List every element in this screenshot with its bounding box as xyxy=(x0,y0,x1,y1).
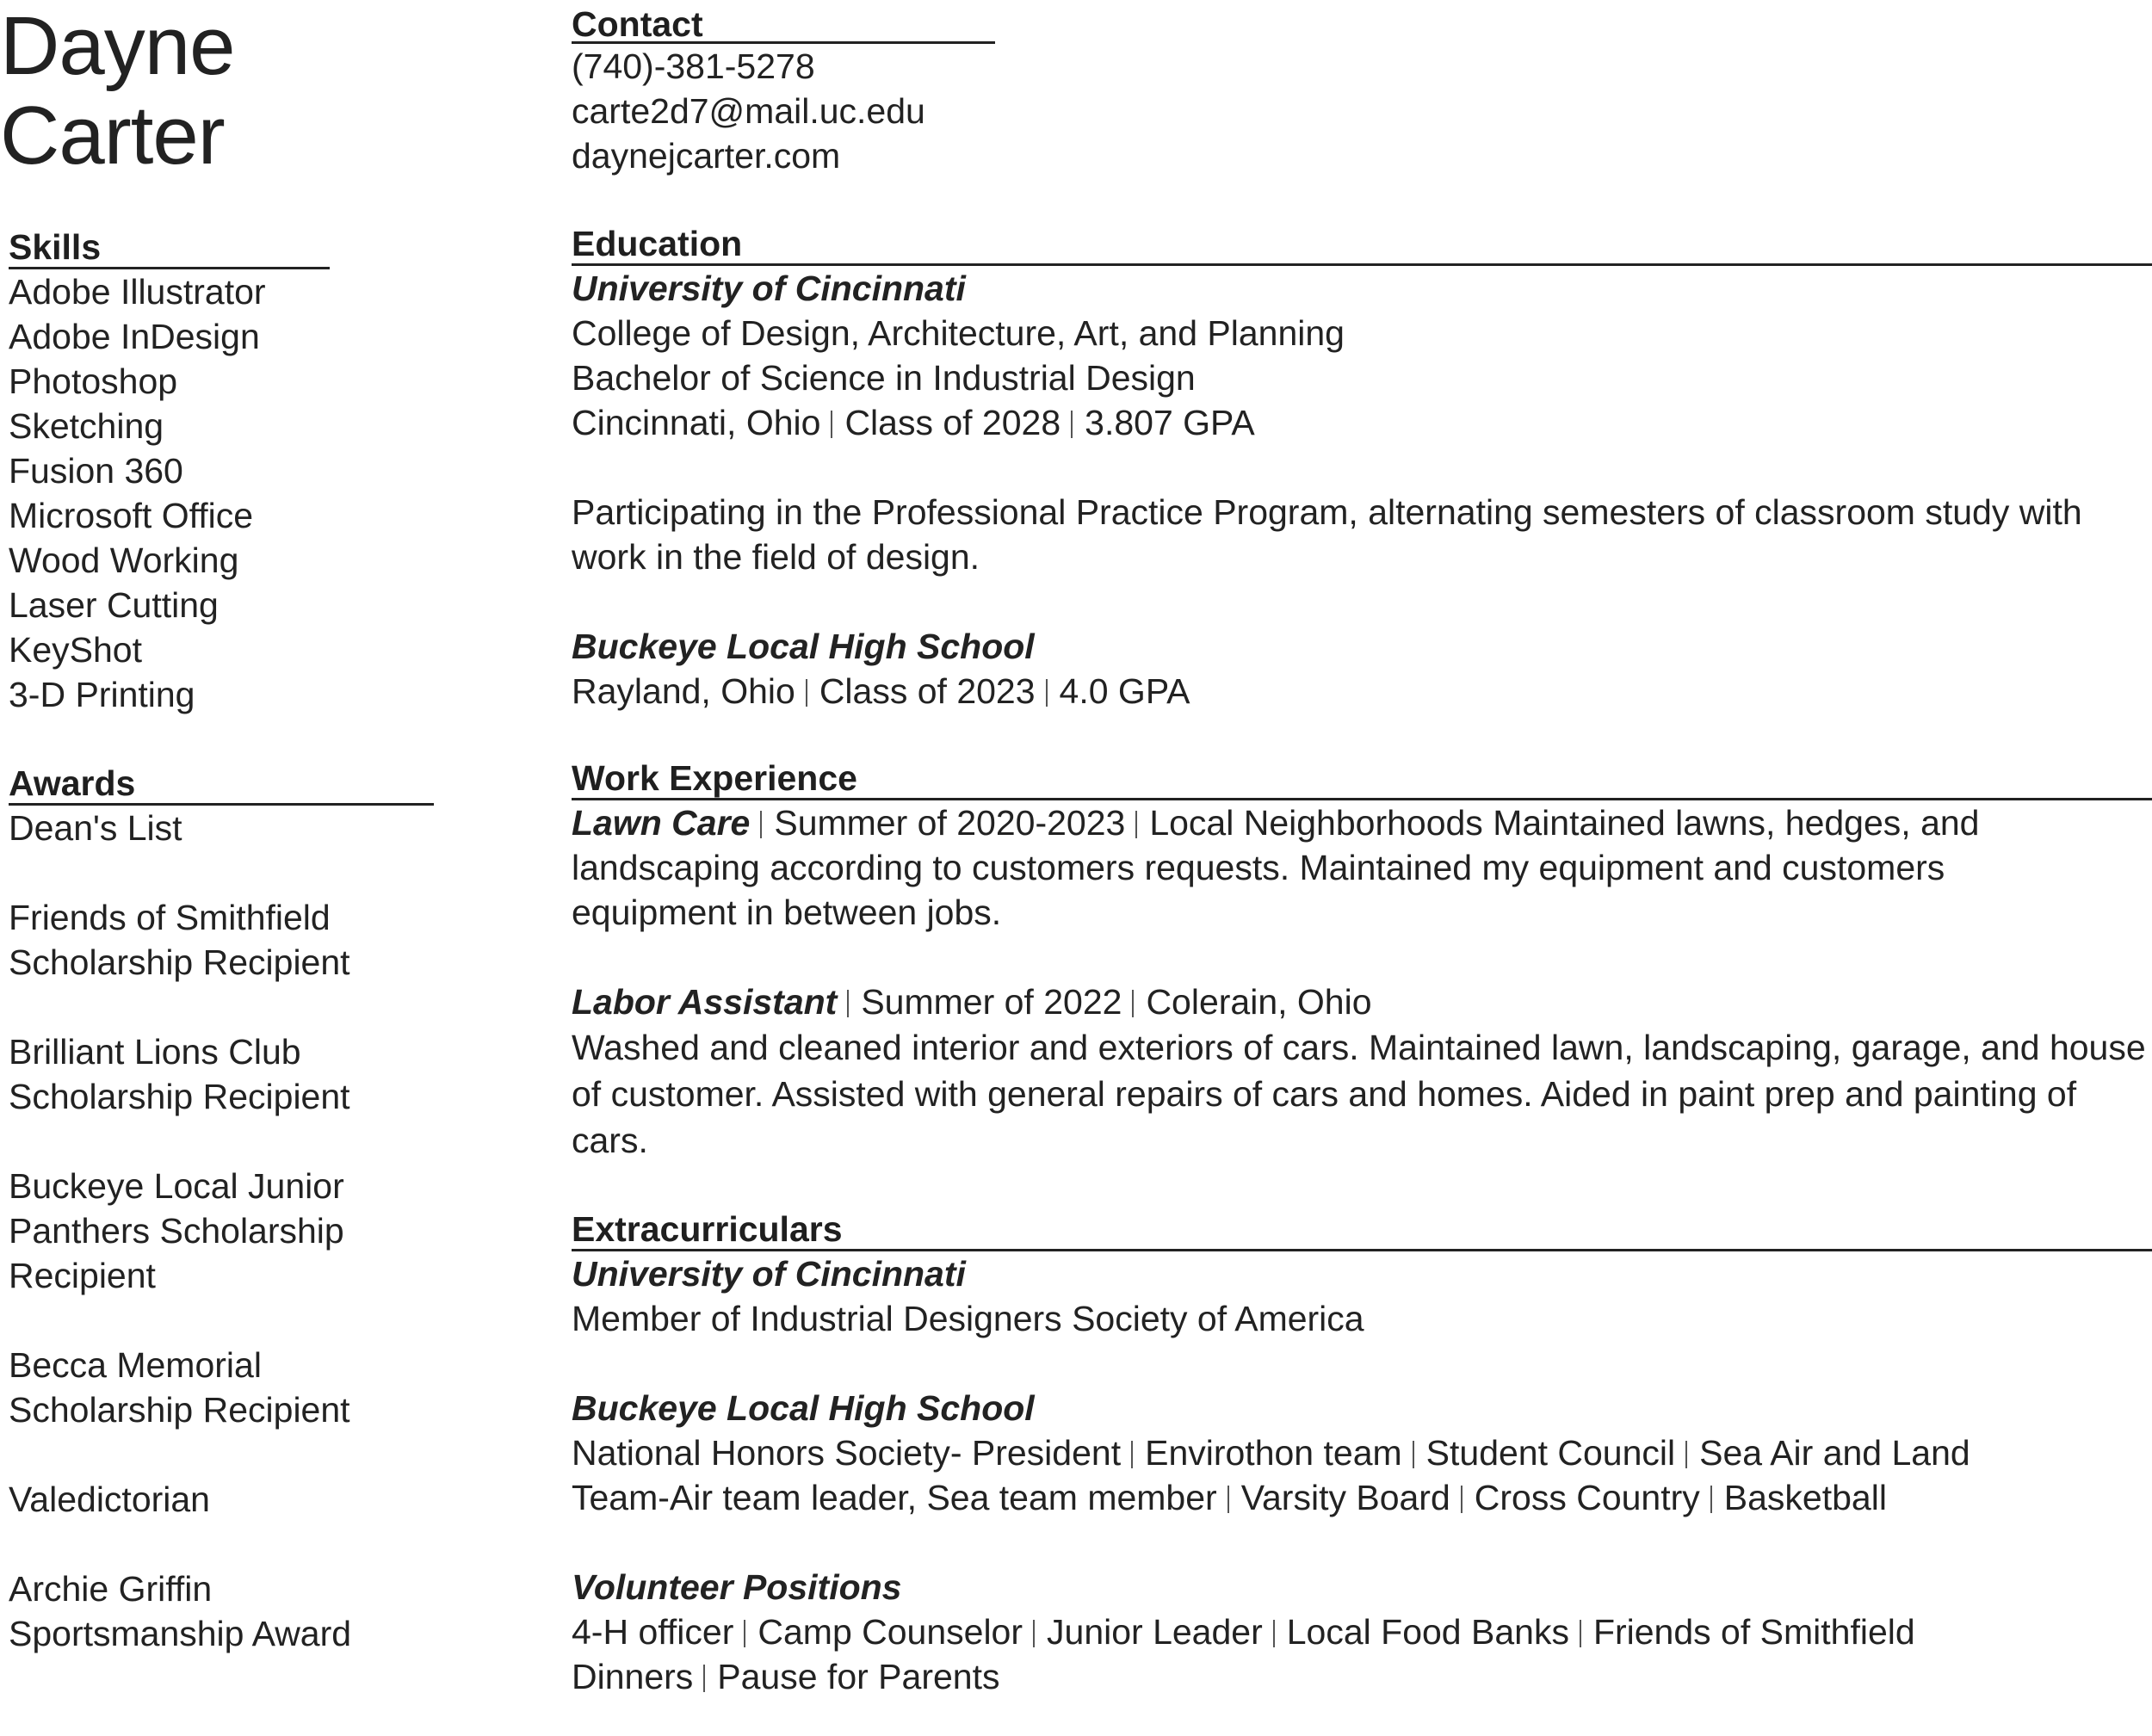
education-heading: Education xyxy=(572,222,2152,266)
extra-hs-school: Buckeye Local High School xyxy=(572,1388,1035,1428)
award-line: Dean's List xyxy=(9,808,182,848)
extra-hs-line2 xyxy=(572,1475,2152,1520)
left-column xyxy=(9,225,439,1656)
work-lawn-desc2: landscaping according to customers requests. Maintained my equipment and customers xyxy=(572,848,1945,887)
volunteer-item: Local Food Banks xyxy=(1286,1612,1569,1652)
contact-heading: Contact xyxy=(572,0,995,44)
education-uc-degree: Bachelor of Science in Industrial Design xyxy=(572,358,1196,398)
extra-hs-line1 xyxy=(572,1430,2152,1475)
skill-item: Microsoft Office xyxy=(9,496,254,535)
separator xyxy=(1461,1486,1462,1513)
skill-item: Adobe InDesign xyxy=(9,317,260,356)
volunteer-item: Pause for Parents xyxy=(717,1657,1000,1696)
contact-section xyxy=(572,0,2152,178)
education-uc-location: Cincinnati, Ohio xyxy=(572,403,821,442)
volunteer-item: Camp Counselor xyxy=(758,1612,1023,1652)
work-lawn-desc3: equipment in between jobs. xyxy=(572,893,1002,932)
skill-item: Photoshop xyxy=(9,361,178,401)
award-line: Valedictorian xyxy=(9,1480,210,1519)
separator xyxy=(806,679,807,707)
separator xyxy=(1131,1441,1133,1468)
work-lawn-desc1: Local Neighborhoods Maintained lawns, hedges, and xyxy=(1149,803,1980,843)
separator xyxy=(1071,411,1073,438)
extra-uc-item: Member of Industrial Designers Society of America xyxy=(572,1299,1364,1338)
award-line: Panthers Scholarship xyxy=(9,1211,344,1251)
education-hs-gpa: 4.0 GPA xyxy=(1059,671,1190,711)
separator xyxy=(1046,679,1048,707)
award-item xyxy=(9,895,439,985)
separator xyxy=(831,411,832,438)
award-item xyxy=(9,1343,439,1432)
separator xyxy=(1132,990,1134,1017)
extra-hs-item: Envirothon team xyxy=(1145,1433,1402,1473)
separator xyxy=(1273,1620,1275,1647)
skill-item: Sketching xyxy=(9,406,164,446)
education-uc-college: College of Design, Architecture, Art, and Planning xyxy=(572,313,1345,353)
award-item xyxy=(9,1164,439,1298)
education-uc-details xyxy=(572,400,2152,445)
volunteer-item-fos-part1: Friends of Smithfield xyxy=(1592,1612,1915,1652)
education-uc-school: University of Cincinnati xyxy=(572,269,966,308)
extracurriculars-section xyxy=(572,1208,2152,1699)
contact-phone: (740)-381-5278 xyxy=(572,46,815,86)
education-hs-school: Buckeye Local High School xyxy=(572,627,1035,666)
work-section xyxy=(572,757,2152,1164)
skills-heading: Skills xyxy=(9,225,330,269)
separator xyxy=(1413,1441,1414,1468)
volunteer-item: 4-H officer xyxy=(572,1612,734,1652)
extra-hs-item: Cross Country xyxy=(1474,1478,1700,1517)
award-item xyxy=(9,1029,439,1119)
education-uc-class: Class of 2028 xyxy=(844,403,1061,442)
skill-item: 3-D Printing xyxy=(9,675,195,714)
separator xyxy=(847,990,849,1017)
award-line: Archie Griffin xyxy=(9,1569,213,1609)
separator xyxy=(1135,811,1137,838)
skill-item: KeyShot xyxy=(9,630,142,670)
work-labor-title: Labor Assistant xyxy=(572,982,838,1022)
award-line: Buckeye Local Junior xyxy=(9,1166,344,1206)
right-column xyxy=(572,0,2152,1699)
award-line: Scholarship Recipient xyxy=(9,1077,350,1116)
volunteer-heading: Volunteer Positions xyxy=(572,1567,902,1607)
education-section xyxy=(572,222,2152,714)
award-line: Friends of Smithfield xyxy=(9,898,331,937)
award-line: Scholarship Recipient xyxy=(9,1390,350,1430)
volunteer-line2 xyxy=(572,1654,2152,1699)
extra-hs-item: Varsity Board xyxy=(1240,1478,1450,1517)
work-heading: Work Experience xyxy=(572,757,2152,800)
extra-hs-item: Student Council xyxy=(1425,1433,1676,1473)
awards-heading: Awards xyxy=(9,762,434,806)
extra-uc-school: University of Cincinnati xyxy=(572,1254,966,1294)
award-line: Recipient xyxy=(9,1256,156,1295)
extra-hs-item: National Honors Society- President xyxy=(572,1433,1122,1473)
award-line: Sportsmanship Award xyxy=(9,1614,352,1653)
separator xyxy=(744,1620,745,1647)
skill-item: Laser Cutting xyxy=(9,585,219,625)
awards-list xyxy=(9,806,439,1656)
extracurriculars-heading: Extracurriculars xyxy=(572,1208,2152,1251)
separator xyxy=(1033,1620,1035,1647)
work-lawn-title: Lawn Care xyxy=(572,803,751,843)
skill-item: Fusion 360 xyxy=(9,451,183,491)
education-uc-gpa: 3.807 GPA xyxy=(1085,403,1255,442)
award-line: Becca Memorial xyxy=(9,1345,262,1385)
contact-website: daynejcarter.com xyxy=(572,136,841,176)
awards-section xyxy=(9,762,439,1656)
skills-section xyxy=(9,225,439,717)
award-line: Scholarship Recipient xyxy=(9,942,350,982)
work-labor-description: Washed and cleaned interior and exteriors of cars. Maintained lawn, landscaping, garage, and house of customer. Assisted with general repairs of cars and homes. Aided in paint prep and painting of cars. xyxy=(572,1028,2146,1160)
volunteer-item: Junior Leader xyxy=(1047,1612,1263,1652)
education-hs-class: Class of 2023 xyxy=(819,671,1036,711)
skill-item: Wood Working xyxy=(9,541,239,580)
award-item xyxy=(9,806,439,850)
extra-hs-item-sal-part2: Team-Air team leader, Sea team member xyxy=(572,1478,1217,1517)
separator xyxy=(1710,1486,1712,1513)
resume-name xyxy=(0,2,235,181)
work-labor-period: Summer of 2022 xyxy=(861,982,1122,1022)
separator xyxy=(1685,1441,1687,1468)
education-hs-details xyxy=(572,669,2152,714)
award-item xyxy=(9,1566,439,1656)
skill-item: Adobe Illustrator xyxy=(9,272,266,312)
extra-hs-item: Basketball xyxy=(1723,1478,1887,1517)
award-item xyxy=(9,1477,439,1522)
work-lawn-period: Summer of 2020-2023 xyxy=(774,803,1126,843)
education-uc-note: Participating in the Professional Practice Program, alternating semesters of classroom study with work in the field of design. xyxy=(572,492,2082,577)
extra-hs-item-sal-part1: Sea Air and Land xyxy=(1699,1433,1970,1473)
last-name: Carter xyxy=(0,90,225,182)
volunteer-line1 xyxy=(572,1609,2152,1654)
volunteer-item-fos-part2: Dinners xyxy=(572,1657,694,1696)
separator xyxy=(1580,1620,1581,1647)
education-hs-location: Rayland, Ohio xyxy=(572,671,795,711)
separator xyxy=(760,811,762,838)
contact-email: carte2d7@mail.uc.edu xyxy=(572,91,925,131)
separator xyxy=(703,1665,705,1692)
separator xyxy=(1228,1486,1229,1513)
work-labor-location: Colerain, Ohio xyxy=(1146,982,1372,1022)
award-line: Brilliant Lions Club xyxy=(9,1032,301,1072)
skills-list xyxy=(9,269,439,717)
work-lawn-line1 xyxy=(572,800,2152,845)
first-name: Dayne xyxy=(0,0,235,92)
work-labor-header xyxy=(572,979,2152,1024)
